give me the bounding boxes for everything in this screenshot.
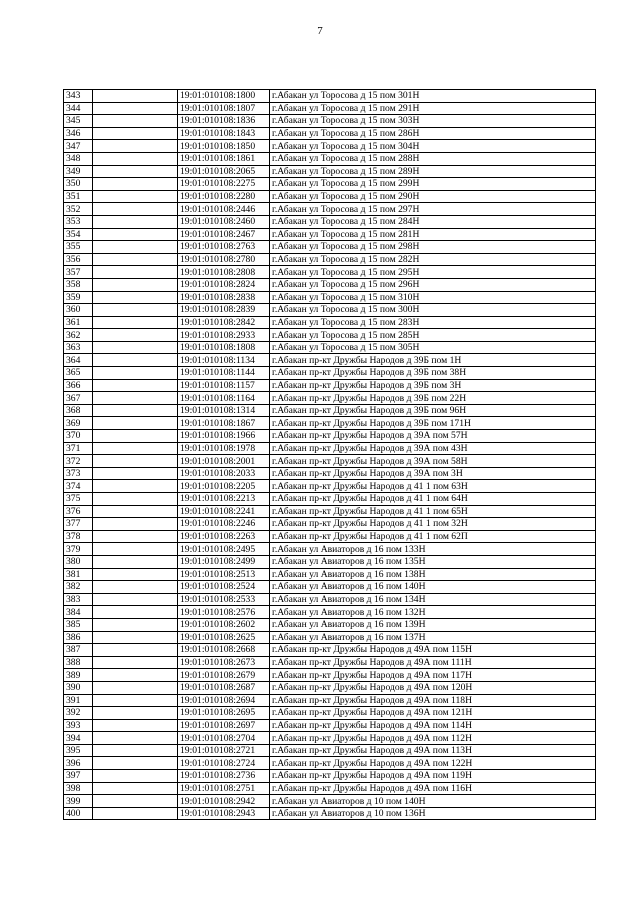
table-row (64, 568, 596, 581)
blank-cell (93, 455, 178, 468)
cadastral-number-cell: 19:01:010108:1807 (178, 102, 270, 115)
cadastral-number-cell: 19:01:010108:2533 (178, 593, 270, 606)
cadastral-number-cell: 19:01:010108:2576 (178, 606, 270, 619)
table-row (64, 392, 596, 405)
address-cell: г.Абакан пр-кт Дружбы Народов д 39А пом 57Н (270, 430, 596, 443)
row-number-cell: 373 (64, 467, 93, 480)
cadastral-number-cell: 19:01:010108:1157 (178, 379, 270, 392)
cadastral-number-cell: 19:01:010108:1134 (178, 354, 270, 367)
cadastral-number-cell: 19:01:010108:1867 (178, 417, 270, 430)
cadastral-number-cell: 19:01:010108:2467 (178, 228, 270, 241)
cadastral-number-cell: 19:01:010108:1800 (178, 90, 270, 103)
row-number-cell: 371 (64, 442, 93, 455)
blank-cell (93, 694, 178, 707)
row-number-cell: 396 (64, 757, 93, 770)
table-row (64, 215, 596, 228)
table-row (64, 190, 596, 203)
table-row (64, 782, 596, 795)
blank-cell (93, 392, 178, 405)
cadastral-number-cell: 19:01:010108:2446 (178, 203, 270, 216)
cadastral-number-cell: 19:01:010108:2460 (178, 215, 270, 228)
address-cell: г.Абакан пр-кт Дружбы Народов д 49А пом 115Н (270, 644, 596, 657)
row-number-cell: 360 (64, 304, 93, 317)
row-number-cell: 383 (64, 593, 93, 606)
blank-cell (93, 757, 178, 770)
blank-cell (93, 152, 178, 165)
address-cell: г.Абакан ул Торосова д 15 пом 300Н (270, 304, 596, 317)
cadastral-number-cell: 19:01:010108:2499 (178, 555, 270, 568)
table-row (64, 744, 596, 757)
row-number-cell: 350 (64, 178, 93, 191)
cadastral-number-cell: 19:01:010108:2263 (178, 530, 270, 543)
address-cell: г.Абакан ул Торосова д 15 пом 301Н (270, 90, 596, 103)
cadastral-number-cell: 19:01:010108:2942 (178, 795, 270, 808)
address-cell: г.Абакан пр-кт Дружбы Народов д 49А пом 120Н (270, 681, 596, 694)
table-row (64, 795, 596, 808)
cadastral-number-cell: 19:01:010108:2736 (178, 770, 270, 783)
blank-cell (93, 215, 178, 228)
blank-cell (93, 140, 178, 153)
row-number-cell: 365 (64, 367, 93, 380)
address-cell: г.Абакан ул Торосова д 15 пом 281Н (270, 228, 596, 241)
page-number: 7 (317, 25, 323, 37)
row-number-cell: 349 (64, 165, 93, 178)
blank-cell (93, 493, 178, 506)
row-number-cell: 359 (64, 291, 93, 304)
row-number-cell: 377 (64, 518, 93, 531)
cadastral-number-cell: 19:01:010108:1314 (178, 404, 270, 417)
address-cell: г.Абакан ул Торосова д 15 пом 298Н (270, 241, 596, 254)
row-number-cell: 368 (64, 404, 93, 417)
cadastral-number-cell: 19:01:010108:2205 (178, 480, 270, 493)
table-row (64, 669, 596, 682)
address-cell: г.Абакан пр-кт Дружбы Народов д 39А пом 43Н (270, 442, 596, 455)
table-row (64, 379, 596, 392)
address-cell: г.Абакан пр-кт Дружбы Народов д 41 1 пом 65Н (270, 505, 596, 518)
blank-cell (93, 329, 178, 342)
address-cell: г.Абакан ул Авиаторов д 16 пом 138Н (270, 568, 596, 581)
table-row (64, 707, 596, 720)
address-cell: г.Абакан пр-кт Дружбы Народов д 39А пом 58Н (270, 455, 596, 468)
blank-cell (93, 719, 178, 732)
table-row (64, 530, 596, 543)
table-row (64, 316, 596, 329)
row-number-cell: 380 (64, 555, 93, 568)
row-number-cell: 395 (64, 744, 93, 757)
cadastral-number-cell: 19:01:010108:2933 (178, 329, 270, 342)
table-row (64, 505, 596, 518)
blank-cell (93, 127, 178, 140)
address-cell: г.Абакан пр-кт Дружбы Народов д 41 1 пом 64Н (270, 493, 596, 506)
table-row (64, 631, 596, 644)
table-row (64, 644, 596, 657)
address-cell: г.Абакан ул Авиаторов д 16 пом 134Н (270, 593, 596, 606)
cadastral-table (63, 89, 596, 820)
row-number-cell: 398 (64, 782, 93, 795)
table-row (64, 165, 596, 178)
table-row (64, 278, 596, 291)
address-cell: г.Абакан ул Торосова д 15 пом 303Н (270, 115, 596, 128)
row-number-cell: 393 (64, 719, 93, 732)
cadastral-number-cell: 19:01:010108:1836 (178, 115, 270, 128)
table-row (64, 618, 596, 631)
row-number-cell: 390 (64, 681, 93, 694)
row-number-cell: 381 (64, 568, 93, 581)
row-number-cell: 388 (64, 656, 93, 669)
blank-cell (93, 404, 178, 417)
address-cell: г.Абакан ул Торосова д 15 пом 299Н (270, 178, 596, 191)
table-row (64, 354, 596, 367)
table-row (64, 719, 596, 732)
cadastral-number-cell: 19:01:010108:2625 (178, 631, 270, 644)
blank-cell (93, 165, 178, 178)
blank-cell (93, 367, 178, 380)
row-number-cell: 379 (64, 543, 93, 556)
cadastral-number-cell: 19:01:010108:2241 (178, 505, 270, 518)
address-cell: г.Абакан пр-кт Дружбы Народов д 41 1 пом 62П (270, 530, 596, 543)
address-cell: г.Абакан пр-кт Дружбы Народов д 49А пом 117Н (270, 669, 596, 682)
table-row (64, 266, 596, 279)
address-cell: г.Абакан пр-кт Дружбы Народов д 49А пом 111Н (270, 656, 596, 669)
row-number-cell: 346 (64, 127, 93, 140)
blank-cell (93, 417, 178, 430)
address-cell: г.Абакан ул Авиаторов д 16 пом 135Н (270, 555, 596, 568)
cadastral-number-cell: 19:01:010108:1966 (178, 430, 270, 443)
address-cell: г.Абакан ул Авиаторов д 16 пом 137Н (270, 631, 596, 644)
table-row (64, 543, 596, 556)
blank-cell (93, 102, 178, 115)
table-row (64, 329, 596, 342)
row-number-cell: 353 (64, 215, 93, 228)
blank-cell (93, 555, 178, 568)
blank-cell (93, 543, 178, 556)
table-row (64, 341, 596, 354)
address-cell: г.Абакан пр-кт Дружбы Народов д 49А пом 119Н (270, 770, 596, 783)
address-cell: г.Абакан пр-кт Дружбы Народов д 49А пом 121Н (270, 707, 596, 720)
table-row (64, 442, 596, 455)
blank-cell (93, 744, 178, 757)
blank-cell (93, 253, 178, 266)
row-number-cell: 354 (64, 228, 93, 241)
cadastral-number-cell: 19:01:010108:2495 (178, 543, 270, 556)
blank-cell (93, 467, 178, 480)
row-number-cell: 397 (64, 770, 93, 783)
cadastral-number-cell: 19:01:010108:2763 (178, 241, 270, 254)
address-cell: г.Абакан ул Торосова д 15 пом 305Н (270, 341, 596, 354)
table-row (64, 467, 596, 480)
table-row (64, 807, 596, 820)
cadastral-number-cell: 19:01:010108:2838 (178, 291, 270, 304)
row-number-cell: 370 (64, 430, 93, 443)
row-number-cell: 345 (64, 115, 93, 128)
cadastral-number-cell: 19:01:010108:2275 (178, 178, 270, 191)
blank-cell (93, 770, 178, 783)
row-number-cell: 399 (64, 795, 93, 808)
blank-cell (93, 178, 178, 191)
address-cell: г.Абакан ул Торосова д 15 пом 283Н (270, 316, 596, 329)
cadastral-number-cell: 19:01:010108:2697 (178, 719, 270, 732)
table-row (64, 367, 596, 380)
table-row (64, 102, 596, 115)
table-row (64, 555, 596, 568)
blank-cell (93, 203, 178, 216)
cadastral-number-cell: 19:01:010108:2513 (178, 568, 270, 581)
blank-cell (93, 190, 178, 203)
row-number-cell: 382 (64, 581, 93, 594)
address-cell: г.Абакан пр-кт Дружбы Народов д 49А пом 116Н (270, 782, 596, 795)
address-cell: г.Абакан пр-кт Дружбы Народов д 49А пом 113Н (270, 744, 596, 757)
table-row (64, 732, 596, 745)
address-cell: г.Абакан ул Торосова д 15 пом 291Н (270, 102, 596, 115)
blank-cell (93, 782, 178, 795)
row-number-cell: 400 (64, 807, 93, 820)
table-row (64, 581, 596, 594)
address-cell: г.Абакан пр-кт Дружбы Народов д 39Б пом 96Н (270, 404, 596, 417)
blank-cell (93, 379, 178, 392)
table-row (64, 757, 596, 770)
row-number-cell: 375 (64, 493, 93, 506)
cadastral-number-cell: 19:01:010108:2213 (178, 493, 270, 506)
blank-cell (93, 241, 178, 254)
table-row (64, 480, 596, 493)
address-cell: г.Абакан пр-кт Дружбы Народов д 39Б пом 22Н (270, 392, 596, 405)
address-cell: г.Абакан ул Торосова д 15 пом 284Н (270, 215, 596, 228)
row-number-cell: 392 (64, 707, 93, 720)
address-cell: г.Абакан ул Торосова д 15 пом 310Н (270, 291, 596, 304)
row-number-cell: 343 (64, 90, 93, 103)
row-number-cell: 356 (64, 253, 93, 266)
row-number-cell: 355 (64, 241, 93, 254)
address-cell: г.Абакан пр-кт Дружбы Народов д 49А пом 112Н (270, 732, 596, 745)
address-cell: г.Абакан ул Торосова д 15 пом 286Н (270, 127, 596, 140)
address-cell: г.Абакан ул Торосова д 15 пом 285Н (270, 329, 596, 342)
table-row (64, 656, 596, 669)
cadastral-number-cell: 19:01:010108:2668 (178, 644, 270, 657)
blank-cell (93, 442, 178, 455)
blank-cell (93, 430, 178, 443)
blank-cell (93, 681, 178, 694)
blank-cell (93, 341, 178, 354)
blank-cell (93, 228, 178, 241)
row-number-cell: 364 (64, 354, 93, 367)
address-cell: г.Абакан ул Авиаторов д 16 пом 139Н (270, 618, 596, 631)
row-number-cell: 352 (64, 203, 93, 216)
cadastral-number-cell: 19:01:010108:2246 (178, 518, 270, 531)
table-row (64, 417, 596, 430)
table-row (64, 694, 596, 707)
address-cell: г.Абакан пр-кт Дружбы Народов д 41 1 пом 32Н (270, 518, 596, 531)
cadastral-number-cell: 19:01:010108:1144 (178, 367, 270, 380)
blank-cell (93, 291, 178, 304)
cadastral-number-cell: 19:01:010108:2694 (178, 694, 270, 707)
cadastral-number-cell: 19:01:010108:1850 (178, 140, 270, 153)
blank-cell (93, 593, 178, 606)
blank-cell (93, 807, 178, 820)
table-row (64, 518, 596, 531)
row-number-cell: 369 (64, 417, 93, 430)
row-number-cell: 391 (64, 694, 93, 707)
table-row (64, 203, 596, 216)
blank-cell (93, 644, 178, 657)
row-number-cell: 386 (64, 631, 93, 644)
cadastral-number-cell: 19:01:010108:2065 (178, 165, 270, 178)
table-row (64, 681, 596, 694)
blank-cell (93, 266, 178, 279)
cadastral-number-cell: 19:01:010108:2695 (178, 707, 270, 720)
row-number-cell: 378 (64, 530, 93, 543)
row-number-cell: 344 (64, 102, 93, 115)
address-cell: г.Абакан ул Торосова д 15 пом 297Н (270, 203, 596, 216)
address-cell: г.Абакан пр-кт Дружбы Народов д 39А пом 3Н (270, 467, 596, 480)
address-cell: г.Абакан ул Авиаторов д 10 пом 136Н (270, 807, 596, 820)
address-cell: г.Абакан пр-кт Дружбы Народов д 39Б пом 3Н (270, 379, 596, 392)
blank-cell (93, 304, 178, 317)
row-number-cell: 394 (64, 732, 93, 745)
row-number-cell: 367 (64, 392, 93, 405)
cadastral-number-cell: 19:01:010108:2524 (178, 581, 270, 594)
cadastral-number-cell: 19:01:010108:1978 (178, 442, 270, 455)
address-cell: г.Абакан ул Авиаторов д 16 пом 133Н (270, 543, 596, 556)
blank-cell (93, 606, 178, 619)
address-cell: г.Абакан пр-кт Дружбы Народов д 49А пом 114Н (270, 719, 596, 732)
blank-cell (93, 581, 178, 594)
table-row (64, 430, 596, 443)
blank-cell (93, 795, 178, 808)
row-number-cell: 357 (64, 266, 93, 279)
row-number-cell: 358 (64, 278, 93, 291)
cadastral-number-cell: 19:01:010108:2280 (178, 190, 270, 203)
table-row (64, 253, 596, 266)
cadastral-number-cell: 19:01:010108:2721 (178, 744, 270, 757)
blank-cell (93, 631, 178, 644)
cadastral-number-cell: 19:01:010108:2808 (178, 266, 270, 279)
row-number-cell: 387 (64, 644, 93, 657)
address-cell: г.Абакан ул Торосова д 15 пом 295Н (270, 266, 596, 279)
cadastral-number-cell: 19:01:010108:2687 (178, 681, 270, 694)
address-cell: г.Абакан ул Авиаторов д 10 пом 140Н (270, 795, 596, 808)
cadastral-number-cell: 19:01:010108:2780 (178, 253, 270, 266)
blank-cell (93, 278, 178, 291)
blank-cell (93, 707, 178, 720)
row-number-cell: 347 (64, 140, 93, 153)
table-row (64, 291, 596, 304)
cadastral-number-cell: 19:01:010108:2943 (178, 807, 270, 820)
table-row (64, 606, 596, 619)
row-number-cell: 362 (64, 329, 93, 342)
blank-cell (93, 656, 178, 669)
blank-cell (93, 618, 178, 631)
cadastral-number-cell: 19:01:010108:1164 (178, 392, 270, 405)
row-number-cell: 376 (64, 505, 93, 518)
table-row (64, 493, 596, 506)
row-number-cell: 351 (64, 190, 93, 203)
blank-cell (93, 316, 178, 329)
table-row (64, 178, 596, 191)
table-row (64, 455, 596, 468)
cadastral-number-cell: 19:01:010108:2673 (178, 656, 270, 669)
address-cell: г.Абакан пр-кт Дружбы Народов д 41 1 пом 63Н (270, 480, 596, 493)
table-row (64, 228, 596, 241)
row-number-cell: 366 (64, 379, 93, 392)
cadastral-number-cell: 19:01:010108:1808 (178, 341, 270, 354)
cadastral-number-cell: 19:01:010108:2751 (178, 782, 270, 795)
blank-cell (93, 568, 178, 581)
cadastral-number-cell: 19:01:010108:2602 (178, 618, 270, 631)
address-cell: г.Абакан пр-кт Дружбы Народов д 39Б пом 1Н (270, 354, 596, 367)
blank-cell (93, 505, 178, 518)
blank-cell (93, 518, 178, 531)
table-row (64, 304, 596, 317)
address-cell: г.Абакан пр-кт Дружбы Народов д 49А пом 122Н (270, 757, 596, 770)
address-cell: г.Абакан пр-кт Дружбы Народов д 39Б пом 171Н (270, 417, 596, 430)
blank-cell (93, 530, 178, 543)
cadastral-number-cell: 19:01:010108:2704 (178, 732, 270, 745)
table-row (64, 115, 596, 128)
table-row (64, 241, 596, 254)
address-cell: г.Абакан ул Авиаторов д 16 пом 140Н (270, 581, 596, 594)
address-cell: г.Абакан пр-кт Дружбы Народов д 49А пом 118Н (270, 694, 596, 707)
row-number-cell: 363 (64, 341, 93, 354)
table-row (64, 152, 596, 165)
row-number-cell: 361 (64, 316, 93, 329)
blank-cell (93, 669, 178, 682)
cadastral-number-cell: 19:01:010108:2824 (178, 278, 270, 291)
table-row (64, 770, 596, 783)
cadastral-number-cell: 19:01:010108:1843 (178, 127, 270, 140)
table-row (64, 90, 596, 103)
address-cell: г.Абакан ул Торосова д 15 пом 304Н (270, 140, 596, 153)
table-row (64, 127, 596, 140)
address-cell: г.Абакан ул Торосова д 15 пом 282Н (270, 253, 596, 266)
row-number-cell: 385 (64, 618, 93, 631)
cadastral-number-cell: 19:01:010108:2001 (178, 455, 270, 468)
address-cell: г.Абакан ул Авиаторов д 16 пом 132Н (270, 606, 596, 619)
cadastral-number-cell: 19:01:010108:2724 (178, 757, 270, 770)
cadastral-number-cell: 19:01:010108:1861 (178, 152, 270, 165)
row-number-cell: 389 (64, 669, 93, 682)
row-number-cell: 372 (64, 455, 93, 468)
cadastral-number-cell: 19:01:010108:2679 (178, 669, 270, 682)
blank-cell (93, 480, 178, 493)
cadastral-number-cell: 19:01:010108:2033 (178, 467, 270, 480)
row-number-cell: 374 (64, 480, 93, 493)
blank-cell (93, 354, 178, 367)
address-cell: г.Абакан ул Торосова д 15 пом 296Н (270, 278, 596, 291)
table-body (64, 90, 596, 820)
address-cell: г.Абакан пр-кт Дружбы Народов д 39Б пом 38Н (270, 367, 596, 380)
cadastral-number-cell: 19:01:010108:2839 (178, 304, 270, 317)
blank-cell (93, 115, 178, 128)
table-row (64, 593, 596, 606)
address-cell: г.Абакан ул Торосова д 15 пом 288Н (270, 152, 596, 165)
blank-cell (93, 90, 178, 103)
address-cell: г.Абакан ул Торосова д 15 пом 290Н (270, 190, 596, 203)
blank-cell (93, 732, 178, 745)
row-number-cell: 384 (64, 606, 93, 619)
row-number-cell: 348 (64, 152, 93, 165)
address-cell: г.Абакан ул Торосова д 15 пом 289Н (270, 165, 596, 178)
cadastral-number-cell: 19:01:010108:2842 (178, 316, 270, 329)
table-row (64, 404, 596, 417)
table-row (64, 140, 596, 153)
